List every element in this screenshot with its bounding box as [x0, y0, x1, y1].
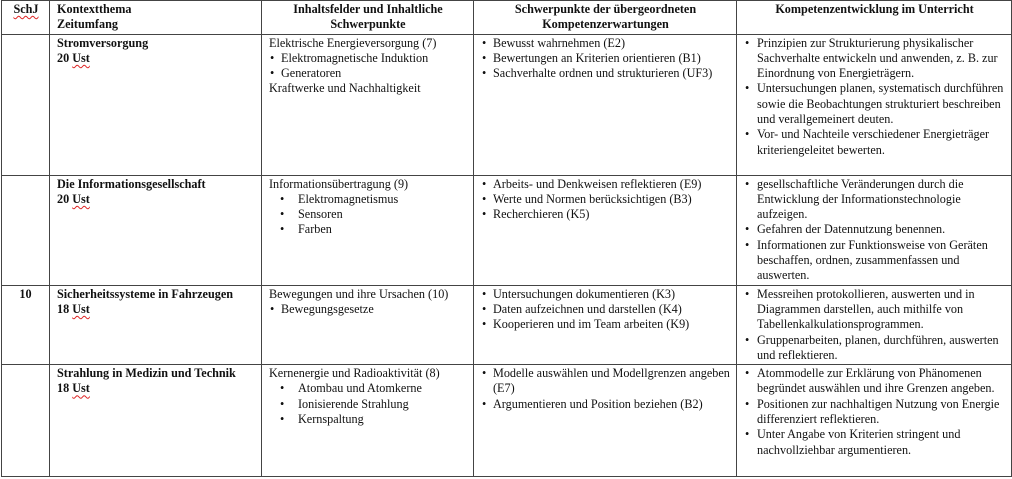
content-list — [269, 51, 467, 82]
context-duration: 20 Ust — [57, 50, 90, 65]
list-item: • Farben — [269, 222, 467, 237]
development-list — [744, 366, 1005, 458]
list-item: • Sensoren — [269, 207, 467, 222]
competence-list — [481, 177, 730, 223]
development-list — [744, 287, 1005, 363]
development-cell — [737, 285, 1012, 364]
curriculum-table — [1, 0, 1012, 477]
list-item: • Modelle auswählen und Modellgrenzen angeben (E7) — [481, 366, 730, 397]
context-duration: 20 Ust — [57, 191, 90, 206]
year-cell — [2, 175, 50, 285]
list-item: • Vor- und Nachteile verschiedener Energieträger kriteriengeleitet bewerten. — [744, 127, 1005, 158]
context-cell — [50, 34, 262, 175]
list-item: • Daten aufzeichnen und darstellen (K4) — [481, 302, 730, 317]
header-row — [2, 1, 1012, 35]
year-cell — [2, 365, 50, 477]
header-kontext-line1: Kontextthema — [57, 2, 132, 16]
context-title: Die Informationsgesellschaft — [57, 176, 206, 191]
development-list — [744, 177, 1005, 284]
list-item: • Sachverhalte ordnen und strukturieren (UF3) — [481, 66, 730, 81]
content-cell — [262, 365, 474, 477]
content-cell — [262, 34, 474, 175]
table-row — [2, 175, 1012, 285]
year-cell: 10 — [2, 285, 50, 364]
table-row — [2, 285, 1012, 364]
list-item: • Gefahren der Datennutzung benennen. — [744, 222, 1005, 237]
context-duration: 18 Ust — [57, 381, 90, 396]
content-title: Bewegungen und ihre Ursachen (10) — [269, 286, 449, 301]
development-list — [744, 36, 1005, 158]
header-kontext — [50, 1, 262, 35]
competence-cell — [474, 285, 737, 364]
list-item: • Ionisierende Strahlung — [269, 397, 467, 412]
header-inhalt: Inhaltsfelder und Inhaltliche Schwerpunkte — [262, 1, 474, 35]
development-cell — [737, 175, 1012, 285]
list-item: • Unter Angabe von Kriterien stringent und nachvollziehbar argumentieren. — [744, 427, 1005, 458]
list-item: • Messreihen protokollieren, auswerten und in Diagrammen darstellen, auch mithilfe von Tabellenkalkulationsprogrammen. — [744, 287, 1005, 333]
competence-list — [481, 36, 730, 82]
context-duration: 18 Ust — [57, 301, 90, 316]
list-item: • Informationen zur Funktionsweise von Geräten beschaffen, ordnen, zusammenfassen und auswerten. — [744, 238, 1005, 284]
list-item: • Generatoren — [269, 66, 467, 81]
competence-list — [481, 366, 730, 412]
content-list — [269, 192, 467, 238]
list-item: • Elektromagnetische Induktion — [269, 51, 467, 66]
list-item: • Untersuchungen planen, systematisch durchführen sowie die Beobachtungen strukturiert beschreiben und verallgemeinert deuten. — [744, 81, 1005, 127]
competence-list — [481, 287, 730, 333]
list-item: • Kooperieren und im Team arbeiten (K9) — [481, 317, 730, 332]
context-cell — [50, 175, 262, 285]
context-cell — [50, 285, 262, 364]
list-item: • Kernspaltung — [269, 412, 467, 427]
list-item: • Werte und Normen berücksichtigen (B3) — [481, 192, 730, 207]
list-item: • Bewertungen an Kriterien orientieren (B1) — [481, 51, 730, 66]
competence-cell — [474, 175, 737, 285]
list-item: • Recherchieren (K5) — [481, 207, 730, 222]
table-row — [2, 34, 1012, 175]
content-cell — [262, 285, 474, 364]
context-cell — [50, 365, 262, 477]
development-cell — [737, 365, 1012, 477]
list-item: • Atommodelle zur Erklärung von Phänomenen begründet auswählen und ihre Grenzen angeben. — [744, 366, 1005, 397]
context-title: Strahlung in Medizin und Technik — [57, 366, 236, 381]
context-title: Sicherheitssysteme in Fahrzeugen — [57, 286, 234, 301]
list-item: • Argumentieren und Position beziehen (B2) — [481, 397, 730, 412]
list-item: • gesellschaftliche Veränderungen durch die Entwicklung der Informationstechnologie aufzeigen. — [744, 177, 1005, 223]
content-cell — [262, 175, 474, 285]
header-kompetenz: Kompetenzentwicklung im Unterricht — [737, 1, 1012, 35]
content-list — [269, 302, 467, 317]
content-extra: Kraftwerke und Nachhaltigkeit — [269, 81, 421, 96]
content-title: Elektrische Energieversorgung (7) — [269, 35, 437, 50]
table-row — [2, 365, 1012, 477]
content-title: Kernenergie und Radioaktivität (8) — [269, 366, 440, 381]
list-item: • Arbeits- und Denkweisen reflektieren (E9) — [481, 177, 730, 192]
content-list — [269, 381, 467, 427]
content-title: Informationsübertragung (9) — [269, 176, 409, 191]
year-cell — [2, 34, 50, 175]
list-item: • Gruppenarbeiten, planen, durchführen, auswerten und reflektieren. — [744, 333, 1005, 364]
competence-cell — [474, 34, 737, 175]
header-schj: SchJ — [2, 1, 50, 35]
header-schwerpunkte: Schwerpunkte der übergeordneten Kompetenzerwartungen — [474, 1, 737, 35]
list-item: • Bewegungsgesetze — [269, 302, 467, 317]
list-item: • Bewusst wahrnehmen (E2) — [481, 36, 730, 51]
context-title: Stromversorgung — [57, 35, 149, 50]
list-item: • Atombau und Atomkerne — [269, 381, 467, 396]
header-kontext-line2: Zeitumfang — [57, 17, 118, 32]
list-item: • Prinzipien zur Strukturierung physikalischer Sachverhalte entwickeln und anwenden, z. B. zur Einordnung von Energieträgern. — [744, 36, 1005, 82]
list-item: • Elektromagnetismus — [269, 192, 467, 207]
competence-cell — [474, 365, 737, 477]
list-item: • Positionen zur nachhaltigen Nutzung von Energie differenziert reflektieren. — [744, 397, 1005, 428]
list-item: • Untersuchungen dokumentieren (K3) — [481, 287, 730, 302]
development-cell — [737, 34, 1012, 175]
